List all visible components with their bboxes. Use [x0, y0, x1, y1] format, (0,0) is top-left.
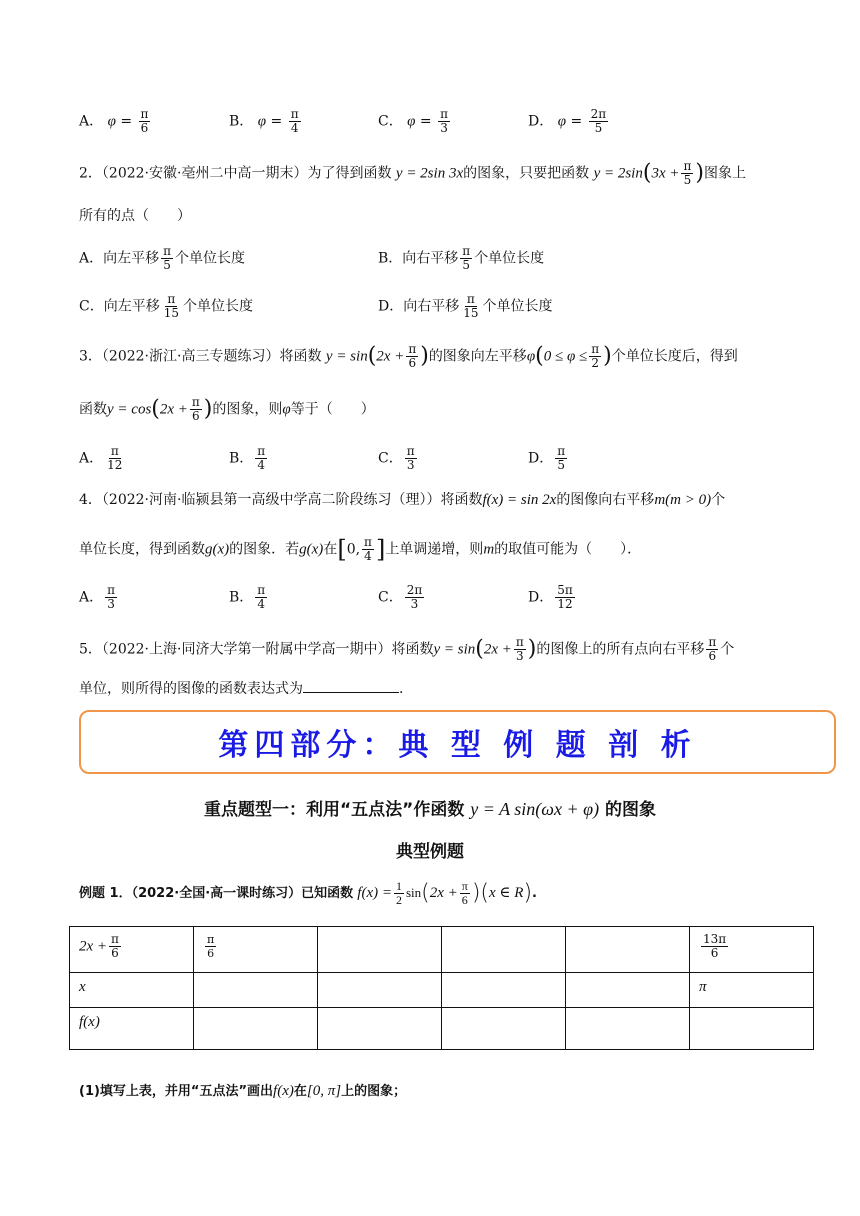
q2-option-b[interactable]: B．向右平移 $\frac{\pi}{5}$ 个单位长度 [378, 244, 545, 272]
q2-option-c[interactable]: C．向左平移 $\frac{\pi}{15}$ 个单位长度 [79, 292, 253, 320]
table-cell[interactable] [690, 1008, 814, 1050]
table-cell[interactable] [194, 973, 318, 1008]
section-title: 第四部分：典 型 例 题 剖 析 [218, 728, 697, 763]
table-cell[interactable] [442, 1008, 566, 1050]
option-fraction: $\frac{\pi}{6}$ [140, 107, 149, 135]
question-3-stem: 3．（2022·浙江·高三专题练习）将函数 y = sin(2x + $\frac{\pi}{6}$ )的图象向左平移φ(0 ≤ φ ≤ $\frac{\pi}{2}$ )个单位长度后，得到 [79, 342, 738, 370]
q3-option-c[interactable]: C． $\frac{\pi}{3}$ [378, 444, 415, 472]
table-cell[interactable] [442, 973, 566, 1008]
answer-blank[interactable] [303, 678, 399, 693]
q3-option-a[interactable]: A． $\frac{\pi}{12}$ [79, 444, 123, 472]
option-var: φ [107, 113, 116, 130]
table-cell[interactable] [566, 973, 690, 1008]
table-cell[interactable] [442, 927, 566, 973]
subheading: 典型例题 [396, 842, 464, 862]
question-5-stem: 5．（2022·上海·同济大学第一附属中学高一期中）将函数y = sin(2x + $\frac{\pi}{3}$ )的图像上的所有点向右平移 $\frac{\pi}{6}$ 个 [79, 635, 735, 663]
table-row [70, 1008, 814, 1050]
section-banner [79, 710, 836, 774]
q1-option-d[interactable]: D． φ = $\frac{2\pi}{5}$ [528, 107, 607, 135]
table-cell[interactable] [194, 1008, 318, 1050]
q4-option-c[interactable]: C． $\frac{2\pi}{3}$ [378, 583, 423, 611]
table-cell: f(x) [70, 1008, 194, 1050]
five-point-table [69, 926, 814, 1050]
table-row [70, 973, 814, 1008]
question-5-line2: 单位，则所得的图像的函数表达式为 . [79, 678, 403, 700]
question-2-stem: 2．（2022·安徽·亳州二中高一期末）为了得到函数 y = 2sin 3x的图象，只要把函数 y = 2sin(3x + $\frac{\pi}{5}$ )图象上 [79, 159, 746, 187]
table-cell[interactable] [318, 1008, 442, 1050]
sub-question-1: (1)填写上表，并用“五点法”画出f(x)在[0, π]上的图象； [79, 1083, 407, 1099]
q4-option-a[interactable]: A． $\frac{\pi}{3}$ [79, 583, 116, 611]
example-1-stem: 例题 1．（2022·全国·高一课时练习）已知函数 f(x) = $\frac{1}{2}$ sin(2x + $\frac{\pi}{6}$ )(x ∈ R). [79, 879, 537, 907]
question-4-line2: 单位长度，得到函数g(x)的图象．若g(x)在[0, $\frac{\pi}{4}$ ]上单调递增，则m的取值可能为（ ）． [79, 535, 642, 564]
table-cell: 2x + $\frac{\pi}{6}$ [70, 927, 194, 973]
option-letter: A． [79, 113, 104, 130]
q1-option-c[interactable]: C． φ = $\frac{\pi}{3}$ [378, 107, 449, 135]
q3-option-b[interactable]: B． $\frac{\pi}{4}$ [229, 444, 266, 472]
table-cell[interactable] [318, 973, 442, 1008]
table-cell: $\frac{13\pi}{6}$ [690, 927, 814, 973]
topic-heading: 重点题型一：利用“五点法”作函数 y = A sin(ωx + φ) 的图象 [204, 799, 656, 820]
q4-option-b[interactable]: B． $\frac{\pi}{4}$ [229, 583, 266, 611]
table-cell[interactable] [566, 927, 690, 973]
q2-option-d[interactable]: D．向右平移 $\frac{\pi}{15}$ 个单位长度 [378, 292, 553, 320]
table-cell: π [690, 973, 814, 1008]
table-cell: x [70, 973, 194, 1008]
q3-option-d[interactable]: D． $\frac{\pi}{5}$ [528, 444, 566, 472]
q1-option-a[interactable]: A． φ = $\frac{\pi}{6}$ [79, 107, 149, 135]
table-cell: $\frac{\pi}{6}$ [194, 927, 318, 973]
question-2-line2: 所有的点（ ） [79, 208, 191, 224]
q4-option-d[interactable]: D． $\frac{5\pi}{12}$ [528, 583, 573, 611]
q2-option-a[interactable]: A．向左平移 $\frac{\pi}{5}$ 个单位长度 [79, 244, 246, 272]
table-cell[interactable] [566, 1008, 690, 1050]
question-3-line2: 函数y = cos(2x + $\frac{\pi}{6}$ )的图象，则φ等于（ ） [79, 395, 375, 423]
q1-option-b[interactable]: B． φ = $\frac{\pi}{4}$ [229, 107, 299, 135]
table-row [70, 927, 814, 973]
question-4-stem: 4．（2022·河南·临颍县第一高级中学高二阶段练习（理））将函数f(x) = sin 2x的图像向右平移m(m > 0)个 [79, 492, 726, 508]
table-cell[interactable] [318, 927, 442, 973]
